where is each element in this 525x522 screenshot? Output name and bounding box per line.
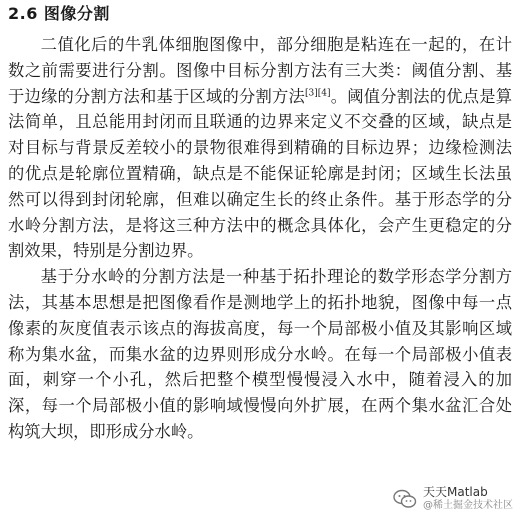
paragraph-1 bbox=[8, 32, 512, 264]
section-heading: 2.6 图像分割 bbox=[8, 4, 110, 23]
paragraph-2: 基于分水岭的分割方法是一种基于拓扑理论的数学形态学分割方法，其基本思想是把图像看作是测地学上的拓扑地貌，图像中每一点像素的灰度值表示该点的海拔高度，每一个局部极小值及其影响区域称为集水盆，而集水盆的边界则形成分水岭。在每一个局部极小值表面，刺穿一个小孔，然后把整个模型慢慢浸入水中，随着浸入的加深，每一个局部极小值的影响域慢慢向外扩展，在两个集水盆汇合处构筑大坝，即形成分水岭。 bbox=[8, 267, 512, 441]
watermark-name: 天天Matlab bbox=[423, 485, 488, 499]
citation-ref[interactable]: [3][4] bbox=[304, 88, 331, 99]
paragraph-1-text-a: 二值化后的牛乳体细胞图像中，部分细胞是粘连在一起的，在计数之前需要进行分割。图像中目标分割方法有三大类：阈值分割、基于边缘的分割方法和基于区域的分割方法 bbox=[8, 35, 512, 106]
body-text bbox=[8, 32, 512, 445]
watermark-sub: @稀土掘金技术社区 bbox=[423, 500, 513, 511]
watermark-text bbox=[423, 486, 513, 512]
watermark bbox=[388, 484, 517, 514]
wechat-icon bbox=[392, 486, 418, 512]
paragraph-1-text-b: 。阈值分割法的优点是算法简单，且总能用封闭而且联通的边界来定义不交叠的区域，缺点是对目标与背景反差较小的景物很难得到精确的目标边界；边缘检测法的优点是轮廓位置精确，缺点是不能保证轮廓是封闭；区域生长法虽然可以得到封闭轮廓，但难以确定生长的终止条件。基于形态学的分水岭分割方法，是将这三种方法中的概念具体化，会产生更稳定的分割效果，特别是分割边界。 bbox=[8, 86, 512, 261]
